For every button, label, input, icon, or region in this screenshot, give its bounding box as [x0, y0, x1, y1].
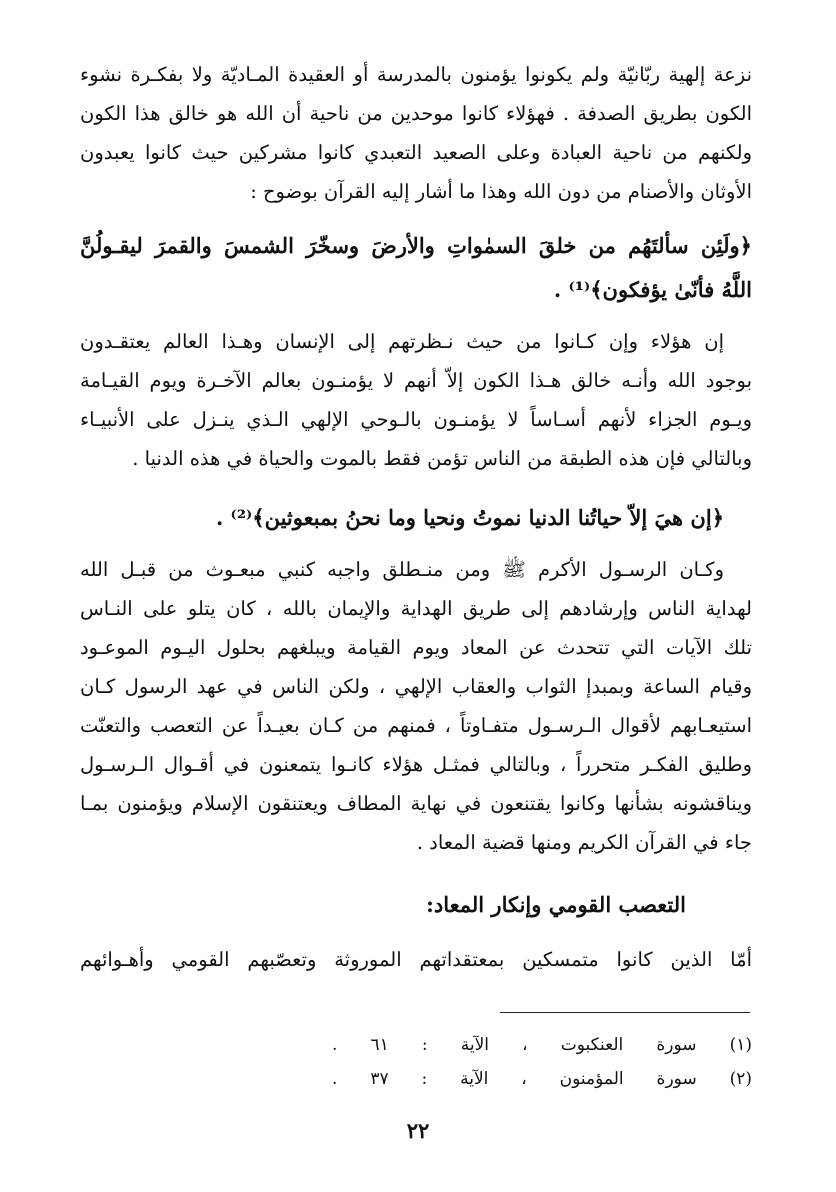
text-line: نزعة إلهية ربّانيّة ولم يكونوا يؤمنون بالمدرسة أو العقيدة المـاديّة ولا بفكـرة نشوء — [80, 63, 752, 86]
footnote: (٢) سورة المؤمنون ، الآية : ٣٧ . — [332, 1069, 752, 1089]
text-line: تلك الآيات التي تتحدث عن المعاد ويوم القيامة ويبلغهم بحلول اليـوم الموعـود — [80, 636, 752, 659]
footnote: (١) سورة العنكبوت ، الآية : ٦١ . — [332, 1035, 752, 1055]
text-line: وكـان الرسـول الأكرم ﷺ ومن منـطلق واجبه كنبي مبعـوث من قبـل الله — [80, 558, 724, 581]
quran-verse-2 — [84, 496, 724, 540]
quran-verse-1 — [80, 224, 752, 312]
text-line: أمّا الذين كانوا متمسكين بمعتقداتهم الموروثة وتعصّبهم القومي وأهـوائهم — [80, 948, 752, 971]
paragraph-2 — [80, 322, 752, 478]
text-line: ولكنهم من ناحية العبادة وعلى الصعيد التعبدي كانوا مشركين حيث كانوا يعبدون — [80, 141, 752, 164]
text-line: لهداية الناس وإرشادهم إلى طريق الهداية والإيمان بالله ، كان يتلو على النـاس — [80, 597, 752, 620]
paragraph-3 — [80, 550, 752, 862]
text-line: وبالتالي فإن هذه الطبقة من الناس تؤمن فقط بالموت والحياة في هذه الدنيا . — [132, 447, 752, 470]
text-line: استيعـابهم لأقوال الـرسـول متفـاوتاً ، فمنهم من كـان بعيـداً عن التعصب والتعنّت — [80, 714, 752, 737]
footnotes — [332, 1028, 752, 1096]
text-line: بوجود الله وأنـه خالق هـذا الكون إلاّ أنهم لا يؤمنـون بعالم الآخـرة ويوم القيـامة — [80, 369, 752, 392]
page-number: ٢٢ — [406, 1118, 430, 1143]
text-line: وقيام الساعة وبمبدإ الثواب والعقاب الإلهي ، ولكن الناس في عهد الرسول كـان — [80, 675, 752, 698]
paragraph-4 — [80, 940, 752, 979]
verse-line: ﴿ولَئِن سألتَهُم من خلقَ السمٰواتِ والأرضَ وسخّرَ الشمسَ والقمرَ ليقـولُنَّ — [80, 233, 752, 258]
text-line: الكون بطريق الصدفة . فهؤلاء كانوا موحدين من ناحية أن الله هو خالق هذا الكون — [80, 102, 752, 125]
text-line: جاء في القرآن الكريم ومنها قضية المعاد . — [416, 831, 752, 854]
text-line: إن هؤلاء وإن كـانوا من حيث نـظرتهم إلى الإنسان وهـذا العالم يعتقـدون — [80, 330, 724, 353]
text-line: ويناقشونه بشأنها وكانوا يقتنعون في نهاية المطاف ويعتنقون الإسلام ويؤمنون بمـا — [80, 792, 752, 815]
verse-line: ﴿إن هيَ إلاّ حياتُنا الدنيا نموتُ ونحيا وما نحنُ بمبعوثين﴾⁽²⁾ . — [215, 505, 724, 530]
text-line: ويـوم الجزاء لأنهم أسـاساً لا يؤمنـون بالـوحي الإلهي الـذي ينـزل على الأنبيـاء — [80, 408, 752, 431]
verse-line: اللَّهُ فأنّىٰ يؤفكون﴾⁽¹⁾ . — [553, 277, 752, 302]
text-line: وطليق الفكـر متحرراً ، وبالتالي فمثـل هؤلاء كانـوا يتمعنون في أقـوال الـرسـول — [80, 753, 752, 776]
paragraph-1 — [80, 55, 752, 211]
section-heading: التعصب القومي وإنكار المعاد: — [426, 892, 686, 917]
footnote-divider — [500, 1012, 750, 1013]
text-line: الأوثان والأصنام من دون الله وهذا ما أشار إليه القرآن بوضوح : — [250, 180, 752, 203]
